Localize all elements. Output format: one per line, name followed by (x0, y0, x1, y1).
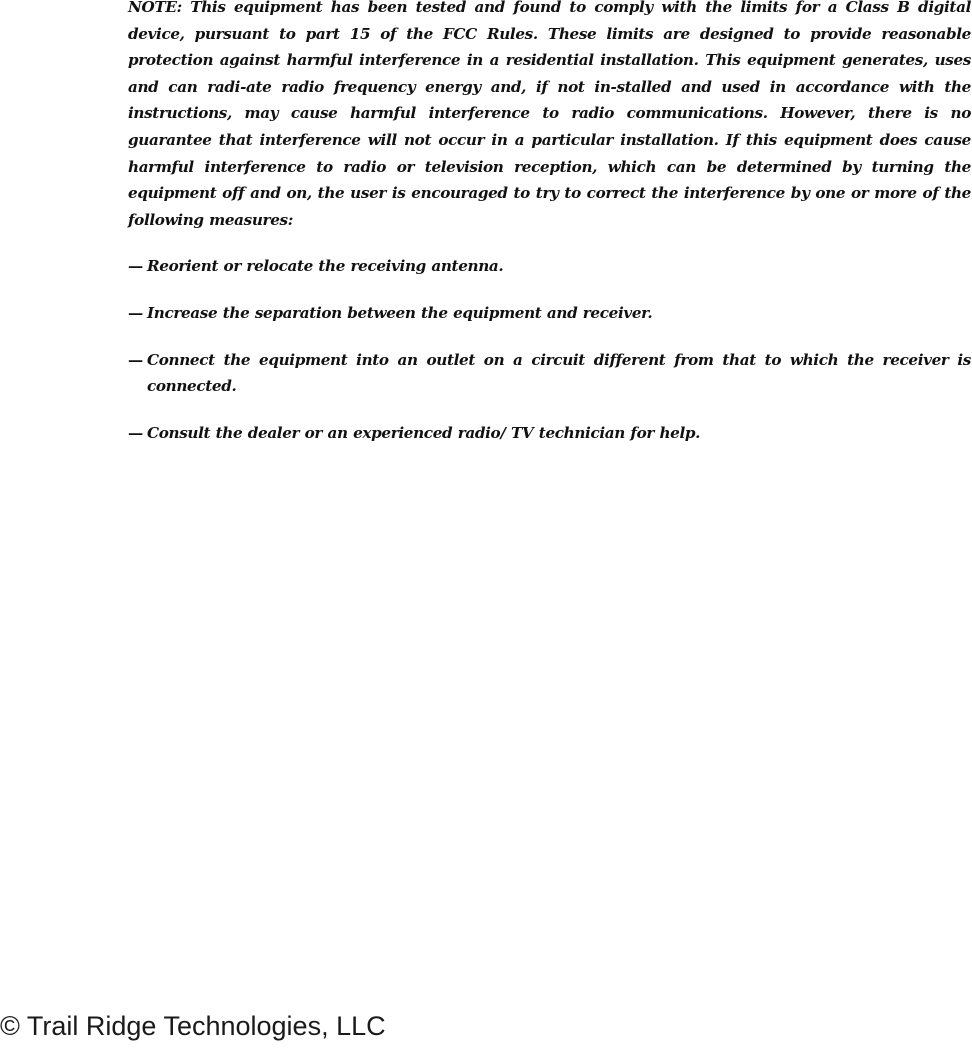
measure-item (128, 253, 971, 280)
measure-item (128, 420, 971, 447)
measure-item (128, 347, 971, 400)
measure-text: Connect the equipment into an outlet on a circuit different from that to which the receiver is connected. (147, 350, 971, 396)
measure-item (128, 300, 971, 327)
measure-text: Increase the separation between the equipment and receiver. (147, 303, 653, 322)
measure-text: Reorient or relocate the receiving antenna. (147, 257, 504, 276)
dash-bullet: — (128, 257, 143, 276)
measure-text: Consult the dealer or an experienced radio/ TV technician for help. (147, 423, 701, 442)
interference-measures-list (128, 253, 971, 446)
fcc-notice (128, 0, 971, 466)
fcc-note-paragraph: NOTE: This equipment has been tested and found to comply with the limits for a Class B digital device, pursuant to part 15 of the FCC Rules. These limits are designed to provide reasonable protection against harmful interference in a residential installation. This equipment generates, uses and can radi-ate radio frequency energy and, if not in-stalled and used in accordance with the instructions, may cause harmful interference to radio communications. However, there is no guarantee that interference will not occur in a particular installation. If this equipment does cause harmful interference to radio or television reception, which can be determined by turning the equipment off and on, the user is encouraged to try to correct the interference by one or more of the following measures: (128, 0, 971, 229)
dash-bullet: — (128, 423, 143, 442)
dash-bullet: — (128, 350, 143, 369)
dash-bullet: — (128, 303, 143, 322)
copyright-footer: © Trail Ridge Technologies, LLC (0, 1011, 386, 1041)
